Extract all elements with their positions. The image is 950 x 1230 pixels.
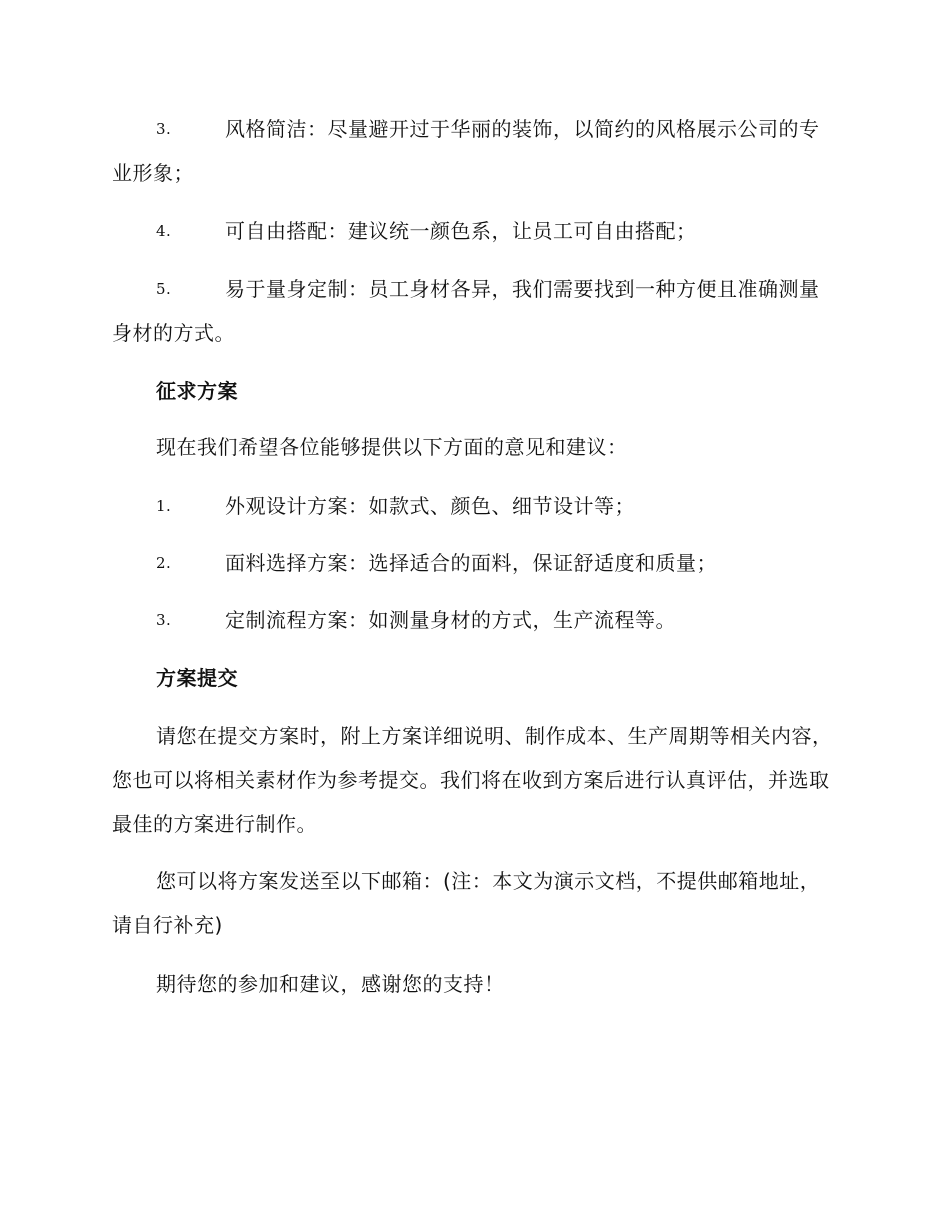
list-item-text: 定制流程方案：如测量身材的方式，生产流程等。: [225, 608, 676, 632]
list-item-number: 4.: [156, 222, 172, 240]
list-item-text: 可自由搭配：建议统一颜色系，让员工可自由搭配；: [225, 219, 697, 243]
list-item-text: 风格简洁：尽量避开过于华丽的装饰，以简约的风格展示公司的专业形象；: [112, 117, 820, 185]
list-item: [112, 484, 834, 528]
list-item: [112, 267, 834, 355]
list-item-number: 2.: [156, 554, 172, 572]
list-item-number: 3.: [156, 611, 172, 629]
list-item-number: 1.: [156, 497, 172, 515]
section-heading-solicit: 征求方案: [156, 379, 238, 403]
email-paragraph: 您可以将方案发送至以下邮箱：(注：本文为演示文档，不提供邮箱地址，请自行补充): [112, 869, 821, 937]
list-item: [112, 541, 834, 585]
list-item: [112, 107, 834, 195]
list-item-text: 易于量身定制：员工身材各异，我们需要找到一种方便且准确测量身材的方式。: [112, 277, 820, 345]
list-item: [112, 598, 834, 642]
list-item: [112, 209, 834, 253]
closing-paragraph: 期待您的参加和建议，感谢您的支持！: [156, 972, 505, 996]
submit-paragraph: 请您在提交方案时，附上方案详细说明、制作成本、生产周期等相关内容，您也可以将相关素材作为参考提交。我们将在收到方案后进行认真评估，并选取最佳的方案进行制作。: [112, 724, 833, 836]
list-item-text: 面料选择方案：选择适合的面料，保证舒适度和质量；: [225, 551, 717, 575]
solicit-intro: 现在我们希望各位能够提供以下方面的意见和建议：: [156, 435, 628, 459]
list-item-number: 3.: [156, 120, 172, 138]
list-item-text: 外观设计方案：如款式、颜色、细节设计等；: [225, 494, 635, 518]
section-heading-submit: 方案提交: [156, 666, 238, 690]
list-item-number: 5.: [156, 280, 172, 298]
